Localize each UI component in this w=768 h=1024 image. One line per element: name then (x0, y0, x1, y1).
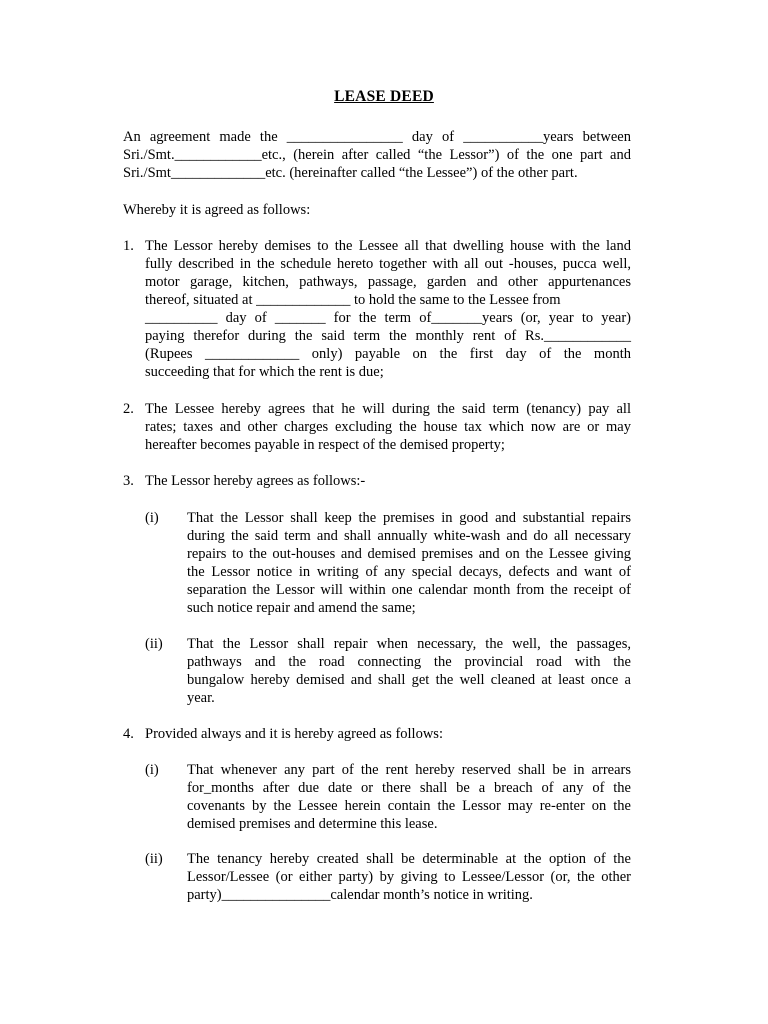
subclause-line: covenants by the Lessee herein contain the Lessor may re-enter on the (187, 798, 631, 814)
clause-line: thereof, situated at _____________ to hold the same to the Lessee from (145, 292, 561, 308)
subclause-line: That the Lessor shall keep the premises in good and substantial repairs (187, 510, 631, 526)
subclause-line: such notice repair and amend the same; (187, 600, 416, 616)
subclause-line: That whenever any part of the rent hereby reserved shall be in arrears (187, 762, 631, 778)
subclause-line: bungalow hereby demised and shall get the well cleaned at least once a (187, 672, 631, 688)
clause-line: __________ day of _______ for the term of_______years (or, year to year) (145, 310, 631, 326)
clause-line: succeeding that for which the rent is due; (145, 364, 384, 380)
subclause-line: year. (187, 690, 215, 706)
clause-line: paying therefor during the said term the monthly rent of Rs.____________ (145, 328, 631, 344)
subclause-line: the Lessor notice in writing of any special decays, defects and want of (187, 564, 631, 580)
subclause-label: (ii) (145, 851, 163, 867)
subclause-line: during the said term and shall annually white-wash and do all necessary (187, 528, 631, 544)
subclause-line: for_months after due date or there shall be a breach of any of the (187, 780, 631, 796)
clause-line: The Lessee hereby agrees that he will during the said term (tenancy) pay all (145, 401, 631, 417)
intro-line: Sri./Smt_____________etc. (hereinafter called “the Lessee”) of the other part. (123, 165, 578, 181)
subclause-line: separation the Lessor will within one calendar month from the receipt of (187, 582, 631, 598)
intro-line: An agreement made the ________________ day of ___________years between (123, 129, 631, 145)
clause-line: Provided always and it is hereby agreed as follows: (145, 726, 443, 742)
subclause-line: The tenancy hereby created shall be determinable at the option of the (187, 851, 631, 867)
whereby-line: Whereby it is agreed as follows: (123, 202, 311, 218)
clause-number: 3. (123, 473, 134, 489)
subclause-line: pathways and the road connecting the provincial road with the (187, 654, 631, 670)
clause-number: 2. (123, 401, 134, 417)
subclause-label: (i) (145, 510, 159, 526)
clause-line: The Lessor hereby agrees as follows:- (145, 473, 366, 489)
clause-line: motor garage, kitchen, pathways, passage, garden and other appurtenances (145, 274, 631, 290)
clause-line: rates; taxes and other charges excluding the house tax which now are or may (145, 419, 631, 435)
subclause-label: (ii) (145, 636, 163, 652)
subclause-line: party)_______________calendar month’s notice in writing. (187, 887, 533, 903)
document-title: LEASE DEED (334, 88, 434, 105)
clause-line: The Lessor hereby demises to the Lessee all that dwelling house with the land (145, 238, 631, 254)
clause-number: 4. (123, 726, 134, 742)
subclause-line: demised premises and determine this lease. (187, 816, 438, 832)
clause-line: (Rupees _____________ only) payable on the first day of the month (145, 346, 631, 362)
clause-line: fully described in the schedule hereto together with all out -houses, pucca well, (145, 256, 631, 272)
clause-line: hereafter becomes payable in respect of the demised property; (145, 437, 505, 453)
intro-line: Sri./Smt.____________etc., (herein after called “the Lessor”) of the one part and (123, 147, 631, 163)
subclause-label: (i) (145, 762, 159, 778)
subclause-line: repairs to the out-houses and demised premises and on the Lessee giving (187, 546, 631, 562)
subclause-line: Lessor/Lessee (or either party) by giving to Lessee/Lessor (or, the other (187, 869, 631, 885)
clause-number: 1. (123, 238, 134, 254)
subclause-line: That the Lessor shall repair when necessary, the well, the passages, (187, 636, 631, 652)
